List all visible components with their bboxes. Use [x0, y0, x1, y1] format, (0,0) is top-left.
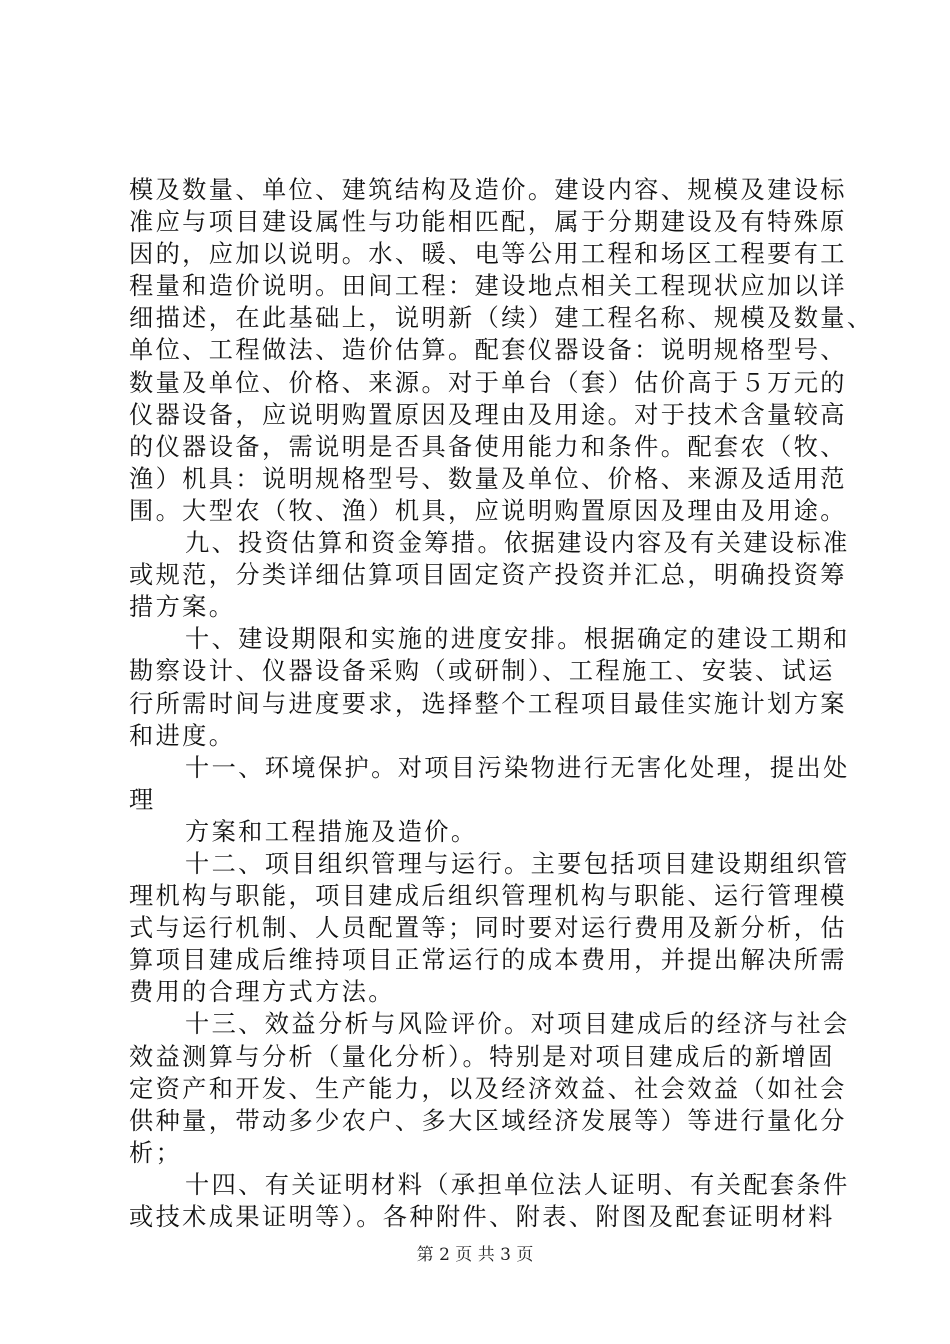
text-line: 和进度。	[129, 721, 236, 750]
text-line: 九、投资估算和资金筹措。依据建设内容及有关建设标准	[185, 529, 850, 558]
document-body	[129, 174, 874, 1233]
page-footer: 第 2 页 共 3 页	[416, 1245, 534, 1265]
text-line: 模及数量、单位、建筑结构及造价。建设内容、规模及建设标	[129, 176, 847, 204]
text-line: 措方案。	[129, 593, 236, 622]
text-line: 因的，应加以说明。水、暖、电等公用工程和场区工程要有工	[129, 240, 847, 269]
text-line: 程量和造价说明。田间工程：建设地点相关工程现状应加以详	[129, 272, 847, 301]
text-line: 供种量，带动多少农户、多大区域经济发展等）等进行量化分	[129, 1106, 847, 1135]
text-line: 渔）机具：说明规格型号、数量及单位、价格、来源及适用范	[129, 464, 847, 493]
text-line: 定资产和开发、生产能力，以及经济效益、社会效益（如社会	[129, 1074, 847, 1103]
text-line: 理机构与职能，项目建成后组织管理机构与职能、运行管理模	[129, 882, 847, 911]
text-line: 或技术成果证明等）。各种附件、附表、附图及配套证明材料	[129, 1203, 835, 1231]
text-line: 细描述，在此基础上，说明新（续）建工程名称、规模及数量、	[129, 304, 874, 333]
text-line: 算项目建成后维持项目正常运行的成本费用，并提出解决所需	[129, 946, 847, 975]
text-line: 准应与项目建设属性与功能相匹配，属于分期建设及有特殊原	[129, 208, 847, 237]
text-line: 十四、有关证明材料（承担单位法人证明、有关配套条件	[185, 1170, 850, 1199]
text-line: 效益测算与分析（量化分析）。特别是对项目建成后的新增固	[129, 1042, 835, 1071]
text-line: 勘察设计、仪器设备采购（或研制）、工程施工、安装、试运	[129, 657, 835, 686]
text-line: 方案和工程措施及造价。	[185, 817, 478, 846]
text-line: 围。大型农（牧、渔）机具，应说明购置原因及理由及用途。	[129, 496, 847, 525]
text-line: 十二、项目组织管理与运行。主要包括项目建设期组织管	[185, 849, 850, 878]
text-line: 式与运行机制、人员配置等；同时要对运行费用及新分析，估	[129, 914, 847, 943]
text-line: 析；	[129, 1138, 183, 1167]
text-line: 费用的合理方式方法。	[129, 978, 395, 1007]
text-line: 十三、效益分析与风险评价。对项目建成后的经济与社会	[185, 1010, 850, 1039]
text-line: 或规范，分类详细估算项目固定资产投资并汇总，明确投资筹	[129, 561, 847, 590]
text-line: 理	[129, 785, 156, 814]
text-line: 单位、工程做法、造价估算。配套仪器设备：说明规格型号、	[129, 336, 847, 365]
text-line: 仪器设备，应说明购置原因及理由及用途。对于技术含量较高	[129, 400, 847, 429]
text-line: 十、建设期限和实施的进度安排。根据确定的建设工期和	[185, 625, 850, 654]
text-line: 行所需时间与进度要求，选择整个工程项目最佳实施计划方案	[129, 689, 847, 718]
text-line: 数量及单位、价格、来源。对于单台（套）估价高于５万元的	[129, 368, 847, 397]
text-line: 的仪器设备，需说明是否具备使用能力和条件。配套农（牧、	[129, 432, 847, 461]
text-line: 十一、环境保护。对项目污染物进行无害化处理，提出处	[185, 753, 850, 782]
